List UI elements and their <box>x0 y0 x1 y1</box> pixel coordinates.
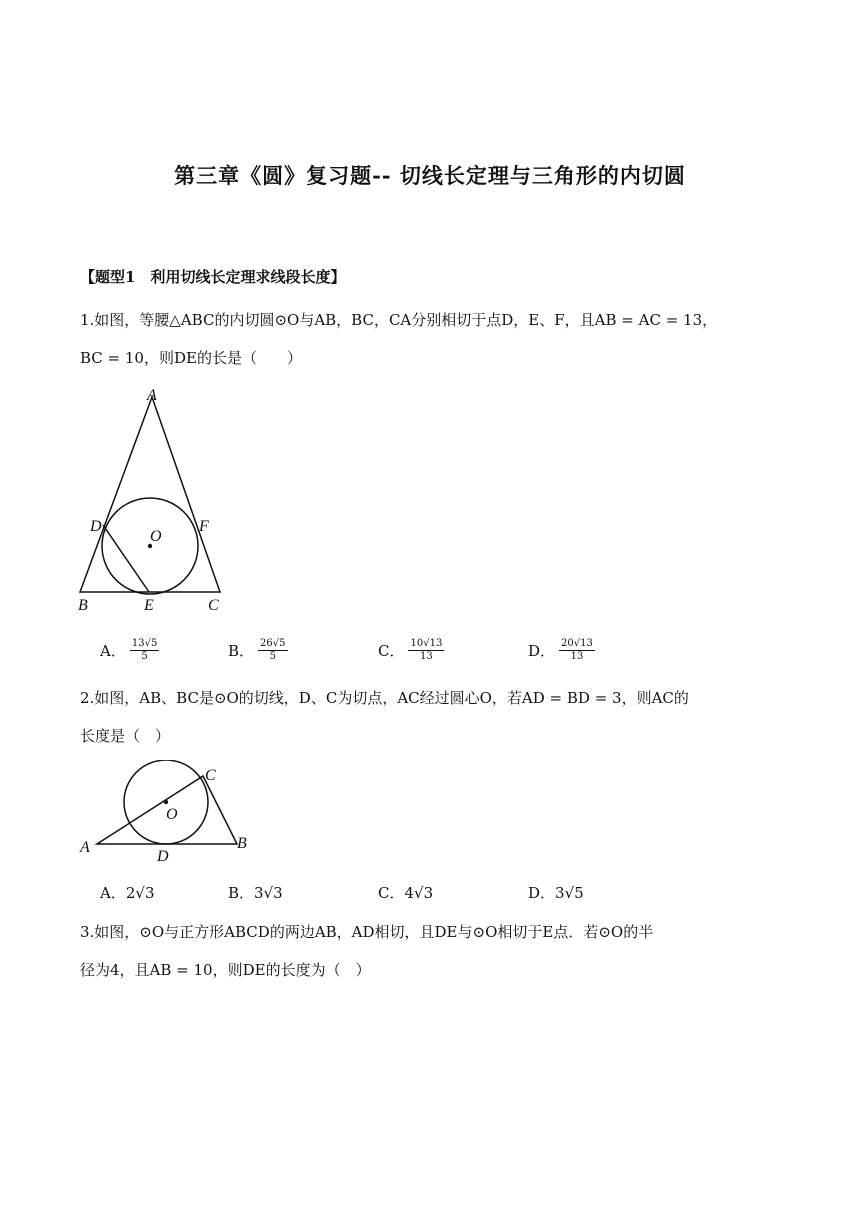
q1-label-f: F <box>199 518 209 535</box>
q2-label-d: D <box>157 848 169 865</box>
q1-option-b[interactable]: B． $\frac{26√5}{5}$ <box>228 638 286 662</box>
q1-option-a[interactable]: A． $\frac{13√5}{5}$ <box>100 638 158 662</box>
q2-label-b: B <box>237 835 247 852</box>
q2-option-a[interactable]: A．2√3 <box>100 884 155 902</box>
question-3-line-2: 径为4，且AB = 10，则DE的长度为（ ） <box>80 961 371 979</box>
q2-option-b[interactable]: B．3√3 <box>228 884 283 902</box>
q1-label-d: D <box>90 518 102 535</box>
q1-label-a: A <box>147 387 157 404</box>
q1-label-o: O <box>150 528 162 545</box>
question-1-figure <box>70 380 240 620</box>
question-2-figure <box>75 760 265 868</box>
q1-option-d[interactable]: D． $\frac{20√13}{13}$ <box>528 638 593 662</box>
q1-option-c[interactable]: C． $\frac{10√13}{13}$ <box>378 638 443 662</box>
question-2-line-2: 长度是（ ） <box>80 727 171 745</box>
q1-label-c: C <box>208 597 219 614</box>
q2-option-d[interactable]: D．3√5 <box>528 884 584 902</box>
q2-option-c[interactable]: C．4√3 <box>378 884 434 902</box>
q2-label-a: A <box>80 839 90 856</box>
question-1-line-2: BC = 10，则DE的长是（ ） <box>80 349 302 367</box>
page-title: 第三章《圆》复习题-- 切线长定理与三角形的内切圆 <box>174 163 686 188</box>
question-2-line-1: 2.如图，AB、BC是⊙O的切线，D、C为切点，AC经过圆心O，若AD = BD = 3，则AC的 <box>80 689 689 707</box>
q2-label-o: O <box>166 806 178 823</box>
section-heading: 【题型1 利用切线长定理求线段长度】 <box>80 268 346 286</box>
q1-label-e: E <box>144 597 154 614</box>
question-3-line-1: 3.如图，⊙O与正方形ABCD的两边AB，AD相切，且DE与⊙O相切于E点．若⊙O的半 <box>80 923 654 941</box>
question-1-line-1: 1.如图，等腰△ABC的内切圆⊙O与AB，BC，CA分别相切于点D，E、F，且AB = AC = 13， <box>80 311 718 329</box>
q2-label-c: C <box>205 767 216 784</box>
q1-label-b: B <box>78 597 88 614</box>
